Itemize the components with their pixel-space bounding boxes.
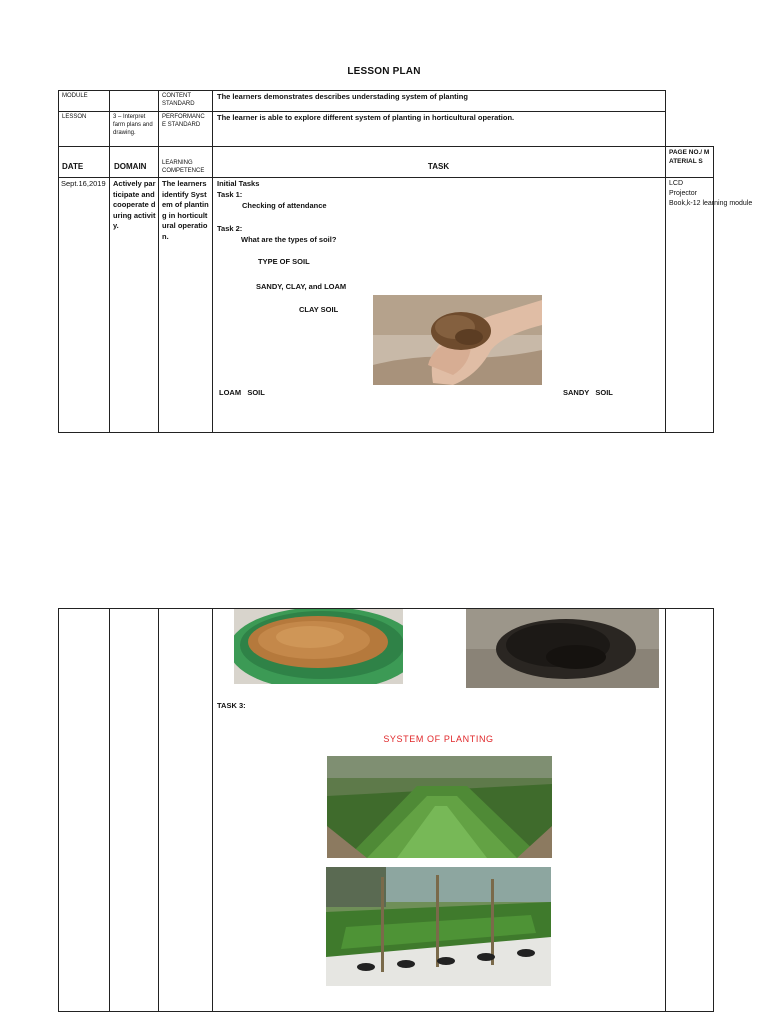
lesson-value: 3 – Interpret farm plans and drawing. xyxy=(113,114,153,136)
content-standard-label: CONTENT STANDARD xyxy=(162,93,195,107)
content-standard-text: The learners demonstrates describes understading system of planting xyxy=(217,92,468,101)
materials-item: LCD xyxy=(669,180,684,187)
soil-list: SANDY, CLAY, and LOAM xyxy=(256,282,347,291)
clay-soil-label: CLAY SOIL xyxy=(299,305,339,314)
task2-question: What are the types of soil? xyxy=(241,235,337,244)
hydroponic-planting-photo xyxy=(326,867,551,986)
type-of-soil: TYPE OF SOIL xyxy=(258,257,310,266)
loam-soil-label: LOAM SOIL xyxy=(219,388,265,397)
sandy-soil-photo xyxy=(234,609,403,684)
date-column-header: DATE xyxy=(62,162,84,171)
date-cell: Sept.16,2019 xyxy=(61,179,106,188)
task1-label: Task 1: xyxy=(217,190,243,199)
module-label: MODULE xyxy=(62,93,88,99)
materials-list xyxy=(669,179,752,209)
performance-standard-label: PERFORMANC E STANDARD xyxy=(162,114,205,128)
performance-standard-text: The learner is able to explore different system of planting in horticultural operation. xyxy=(217,113,515,122)
clay-soil-photo xyxy=(373,295,542,385)
domain-column-header: DOMAIN xyxy=(114,162,147,171)
task2-label: Task 2: xyxy=(217,224,243,233)
materials-item: Book,k-12 learning module xyxy=(669,200,753,207)
materials-column-header: PAGE NO./ MATERIAL S xyxy=(669,149,710,165)
materials-item: Projector xyxy=(669,190,698,197)
task-column-header: TASK xyxy=(427,162,450,171)
initial-tasks-heading: Initial Tasks xyxy=(217,179,260,188)
competence-column-header: LEARNING COMPETENCE xyxy=(162,160,205,174)
competence-cell: The learners identify System of planting in horticultural operation. xyxy=(162,179,209,241)
task3-label: TASK 3: xyxy=(217,701,246,710)
system-of-planting-heading: SYSTEM OF PLANTING xyxy=(383,734,494,744)
task1-text: Checking of attendance xyxy=(242,201,327,210)
page-title: LESSON PLAN xyxy=(347,66,421,77)
domain-cell: Actively participate and cooperate during activity. xyxy=(113,179,156,230)
loam-soil-photo xyxy=(466,609,659,688)
lesson-label: LESSON xyxy=(62,114,87,120)
planting-bed-photo xyxy=(327,756,552,858)
sandy-soil-label: SANDY SOIL xyxy=(563,388,613,397)
